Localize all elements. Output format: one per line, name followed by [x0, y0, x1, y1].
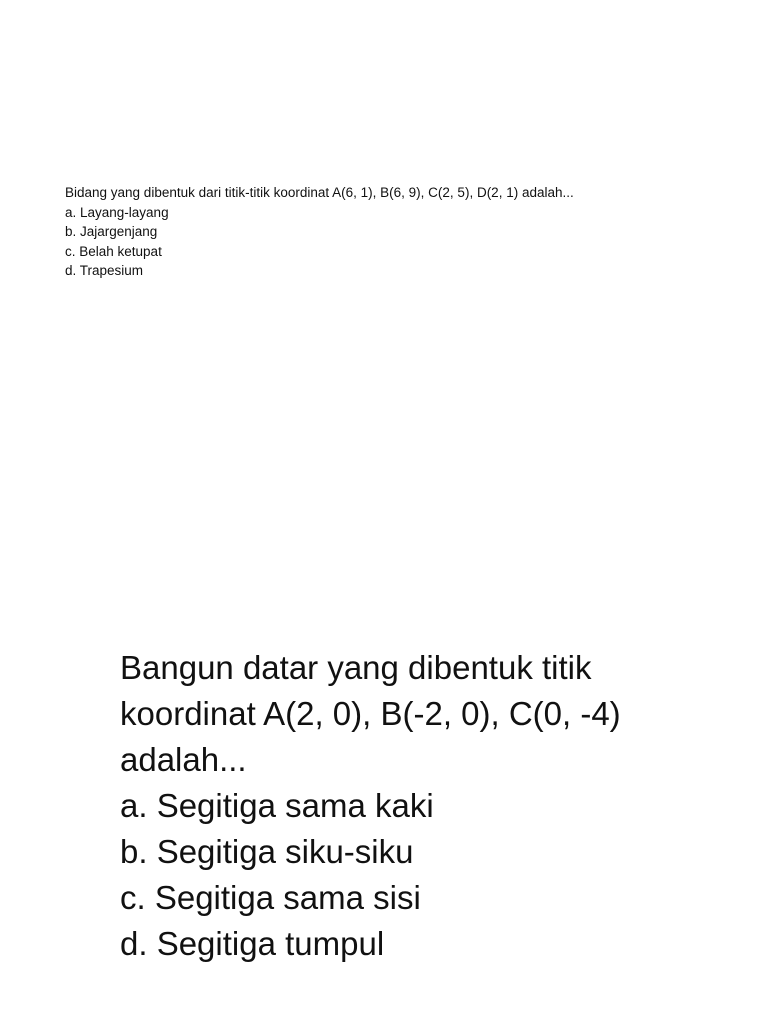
question-1-option-d: d. Trapesium	[65, 263, 144, 278]
question-2-prompt-line-3: adalah...	[120, 741, 247, 778]
question-2-option-d: d. Segitiga tumpul	[120, 925, 385, 962]
question-2-prompt-line-2: koordinat A(2, 0), B(-2, 0), C(0, -4)	[120, 695, 621, 732]
question-2-option-a: a. Segitiga sama kaki	[120, 787, 434, 824]
question-2-option-c: c. Segitiga sama sisi	[120, 879, 421, 916]
question-1	[65, 183, 745, 281]
question-1-option-a: a. Layang-layang	[65, 204, 169, 220]
question-2-option-b: b. Segitiga siku-siku	[120, 833, 414, 870]
question-1-option-b: b. Jajargenjang	[65, 224, 158, 239]
question-2	[120, 645, 750, 967]
question-2-prompt-line-1: Bangun datar yang dibentuk titik	[120, 649, 592, 686]
question-1-prompt: Bidang yang dibentuk dari titik-titik koordinat A(6, 1), B(6, 9), C(2, 5), D(2, 1) adalah...	[65, 185, 574, 200]
question-1-option-c: c. Belah ketupat	[65, 243, 162, 259]
